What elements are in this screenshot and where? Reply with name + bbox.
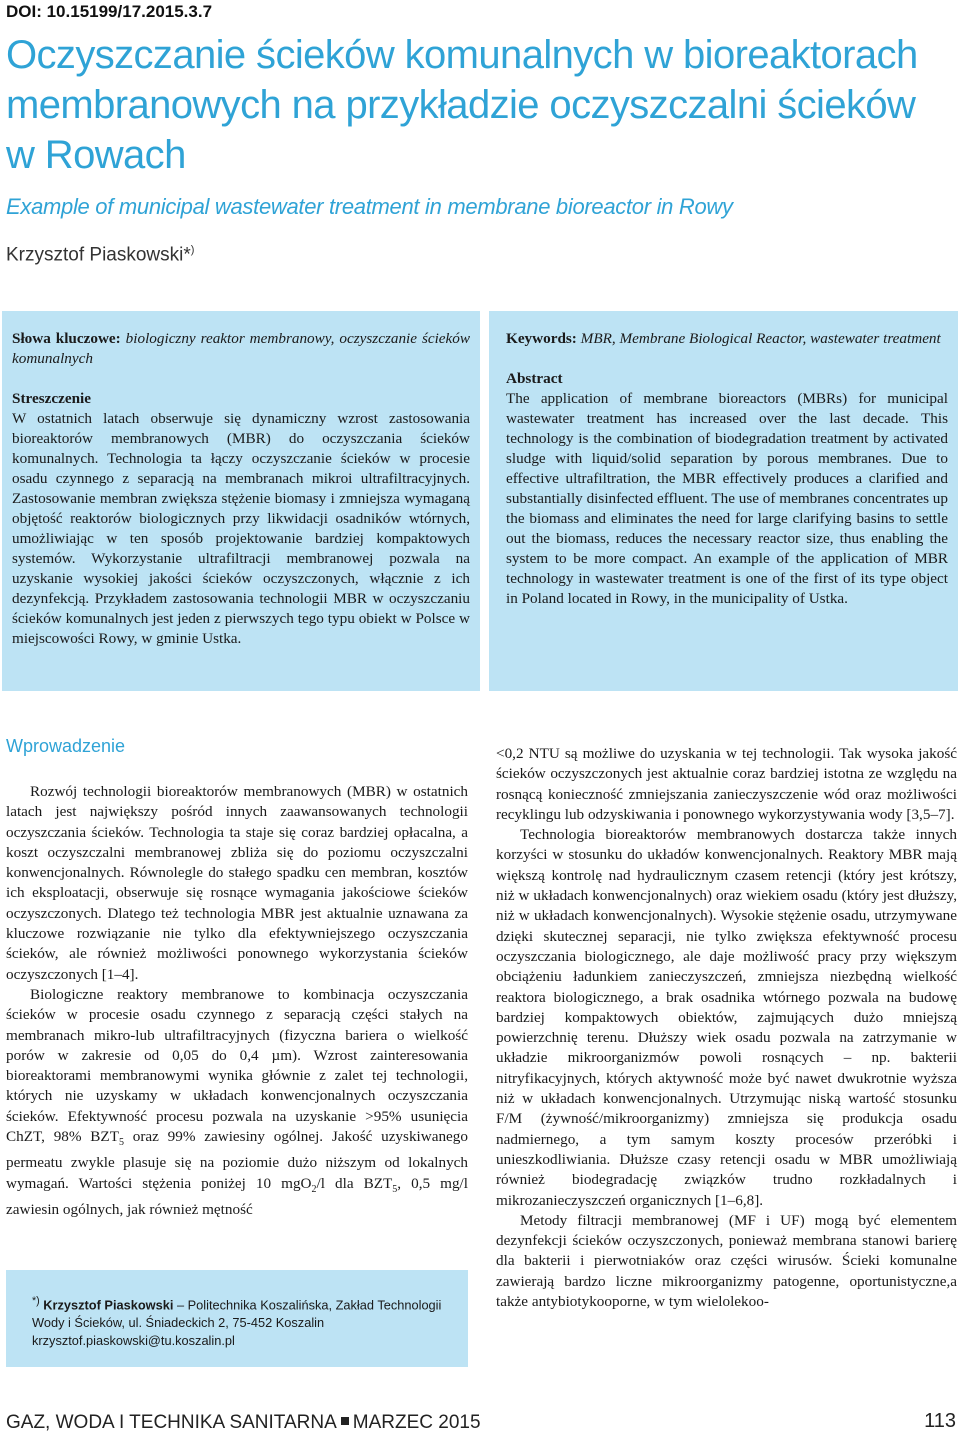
page-footer — [6, 1412, 481, 1434]
abstract-en-box — [489, 311, 958, 691]
abstract-en-heading: Abstract — [506, 370, 563, 387]
abstract-en-text: The application of membrane bioreactors (MBRs) for municipal wastewater treatment has increased over the last decade. This technology is the combination of biodegradation treatment by activated sludge with liquid/solid separation by porous membranes. Due to effective ultrafiltration, the MBR effectively produces a clarified and substantially disinfected effluent. The use of membranes concentrates up the biomass and eliminates the need for large clarifying basins to settle out the biomass, reduces the necessary reactor size, thus enabling the system to be more compact. An example of the application of MBR technology in wastewater treatment is one of the first of its type object in Poland located in Rowy, in the municipality of Ustka. — [506, 390, 948, 607]
author-footnote — [6, 1270, 468, 1367]
footnote-mark: *) — [32, 1295, 40, 1307]
author — [6, 244, 194, 266]
keywords-en — [506, 329, 948, 349]
keywords-pl-label: Słowa kluczowe: — [12, 330, 121, 347]
doi: DOI: 10.15199/17.2015.3.7 — [6, 2, 213, 21]
paragraph: Biologiczne reaktory membranowe to kombinacja oczyszczania ścieków w procesie osadu czynnego z separacją części stałych na membranach mikro-lub ultrafiltracyjnych (fizyczna bariera o wielkość porów w zakresie od 0,05 do 0,4 µm). Wzrost zainteresowania bioreaktorami membranowymi wynika głównie z zalet tej technologii, których nie uzyskamy w układach konwencjonalnych oczyszczania ścieków. Efektywność procesu pozwala na uzyskanie >95% usunięcia ChZT, 98% $BZT_5$ oraz 99% zawiesiny ogólnej. Jakość uzyskiwanego permeatu zwykle plasuje się na poziomie dużo niższym od lokalnych wymagań. Wartości stężenia poniżej 10 mgO$_2$/l dla $BZT_5$, 0,5 mg/l zawiesin ogólnych, jak również mętność — [6, 985, 468, 1218]
keywords-en-text: MBR, Membrane Biological Reactor, wastewater treatment — [580, 330, 941, 347]
abstract-pl-heading: Streszczenie — [12, 390, 91, 407]
body-column-right — [496, 744, 957, 1312]
paragraph: Rozwój technologii bioreaktorów membranowych (MBR) w ostatnich latach jest największy pośród innych zaawansowanych technologii oczyszczania ścieków. Technologia ta staje się coraz bardziej opłacalna, a koszt oczyszczalni membranowej zbliża się do poziomu oczyszczalni konwencjonalnych. Równolegle do stałego spadku cen membran, kosztów ich eksploatacji, obserwuje się rosnące wymagania jakościowe ścieków oczyszczonych. Dlatego też technologia MBR jest aktualnie uznawana za kluczowe rozwiązanie nie tylko dla efektywniejszego oczyszczania ścieków, ale również możliwości ponownego wykorzystania ścieków oczyszczonych [1–4]. — [6, 783, 468, 983]
section-heading: Wprowadzenie — [6, 736, 126, 756]
paragraph: Technologia bioreaktorów membranowych dostarcza także innych korzyści w stosunku do układów konwencjonalnych. Reaktory MBR mają większą kontrolę nad hydraulicznym czasem retencji (który jest krótszy, niż w układach konwencjonalnych) oraz wiekiem osadu (który jest dłuższy, niż w układach konwencjonalnych). Wysokie stężenie osadu, utrzymywane dzięki skutecznej separacji, nie tylko zwiększa efektywność procesu oczyszczania biologicznego, ale daje możliwość pracy przy większym obciążeniu ładunkiem zanieczyszczeń, zmniejsza niezbędną wielkość reaktora biologicznego, a brak osadnika wtórnego pozwala na budowę bardziej kompaktowych obiektów, zajmujących dużo mniejszą powierzchnię terenu. Dłuższy wiek osadu pozwala na zatrzymanie w układzie mikroorganizmów powoli rosnących – np. bakterii nitryfikacyjnych, których aktywność może być nawet dwukrotnie wyższa niż w układach konwencjonalnych. Utrzymując niską wartość stosunku F/M (żywność/mikroorganizmy) zmniejsza się produkcja osadu nadmiernego, a tym samym koszty procesów przeróbki i unieszkodliwiania. Dłuższe czasy retencji osadu w MBR umożliwiają również biodegradację związków trudno rozkładalnych i mikrozanieczyszczeń organicznych [1–6,8]. — [496, 826, 957, 1209]
keywords-pl-text: biologiczny reaktor membranowy, oczyszczanie ścieków komunalnych — [12, 330, 471, 367]
article-subtitle: Example of municipal wastewater treatment in membrane bioreactor in Rowy — [6, 194, 733, 219]
body-column-left — [6, 782, 468, 1220]
paragraph: Metody filtracji membranowej (MF i UF) mogą być elementem dezynfekcji ścieków oczyszczonych, ponieważ membrana stanowi barierę dla bakterii i pierwotniaków oraz części wirusów. Ścieki komunalne zawierają bardzo liczne mikroorganizmy patogenne, oportunistyczne,a także antybiotykooporne, w tym wielolekoo- — [496, 1211, 957, 1311]
footnote-affiliation: – Politechnika Koszalińska, Zakład Technologii Wody i Ścieków, ul. Śniadeckich 2, 75-452 Koszalin krzysztof.piaskowski@tu.koszalin.pl — [32, 1297, 442, 1349]
page-number: 113 — [924, 1410, 956, 1432]
journal-name: GAZ, WODA I TECHNIKA SANITARNA — [6, 1412, 337, 1433]
abstract-pl-box — [2, 311, 480, 691]
square-bullet-icon — [341, 1417, 349, 1425]
keywords-pl — [12, 329, 470, 369]
article-title: Oczyszczanie ścieków komunalnych w bioreaktorach membranowych na przykładzie oczyszczalni ścieków w Rowach — [6, 33, 918, 177]
keywords-en-label: Keywords: — [506, 330, 577, 347]
author-name: Krzysztof Piaskowski* — [6, 244, 191, 266]
abstract-pl-text: W ostatnich latach obserwuje się dynamiczny wzrost zastosowania bioreaktorów membranowych (MBR) do oczyszczania ścieków komunalnych. Technologia ta łączy oczyszczanie ścieków w procesie osadu czynnego z separacją na membranach mikroi ultrafiltracyjnych. Zastosowanie membran zwiększa stężenie biomasy i zmniejsza wymaganą objętość reaktorów biologicznych przy likwidacji osadników wtórnych, umożliwiając w ten sposób projektowanie bardziej kompaktowych systemów. Wykorzystanie ultrafiltracji membranowej pozwala na uzyskanie wysokiej jakości ścieków oczyszczonych, włącznie z ich dezynfekcją. Przykładem zastosowania technologii MBR w oczyszczaniu ścieków komunalnych jest jeden z pierwszych tego typu obiekt w Polsce w miejscowości Rowy, w gminie Ustka. — [12, 410, 470, 647]
paragraph: <0,2 NTU są możliwe do uzyskania w tej technologii. Tak wysoka jakość ścieków oczyszczonych jest aktualnie coraz bardziej istotna ze względu na rosnącą konieczność zmniejszania zanieczyszczenie wód oraz możliwości recyklingu lub odzyskiwania i ponownego wykorzystywania wody [3,5–7]. — [496, 745, 957, 823]
issue-date: MARZEC 2015 — [352, 1412, 481, 1433]
author-mark: ) — [190, 244, 195, 256]
footnote-author: Krzysztof Piaskowski — [43, 1297, 174, 1313]
